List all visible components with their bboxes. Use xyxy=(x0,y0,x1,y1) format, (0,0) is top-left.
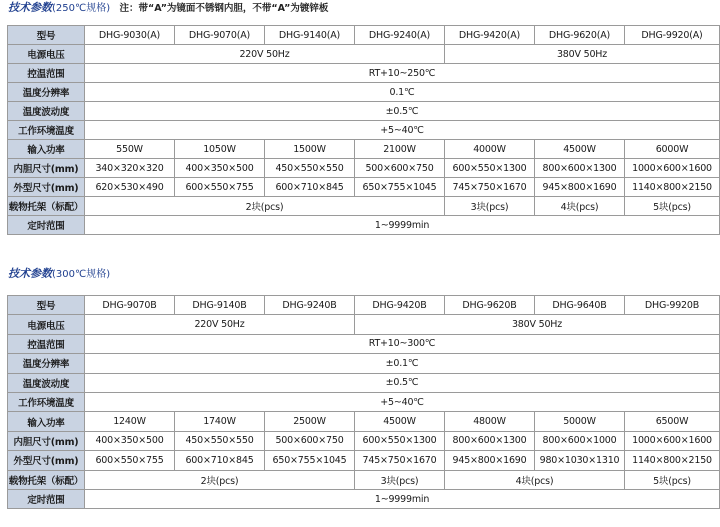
value-cell: +5~40℃ xyxy=(85,121,720,140)
value-cell: 340×320×320 xyxy=(85,159,175,178)
value-cell: 1000×600×1600 xyxy=(625,159,720,178)
value-cell: 1000×600×1600 xyxy=(625,431,720,450)
value-cell: 380V 50Hz xyxy=(355,315,720,334)
value-cell: 600×710×845 xyxy=(265,178,355,197)
value-cell: 2500W xyxy=(265,412,355,431)
section-title-text: 技术参数 xyxy=(8,267,52,280)
value-cell: 4000W xyxy=(445,140,535,159)
value-cell: ±0.1℃ xyxy=(85,354,720,373)
value-cell: 400×350×500 xyxy=(85,431,175,450)
value-cell: RT+10~300℃ xyxy=(85,334,720,353)
model-header-cell: DHG-9240(A) xyxy=(355,26,445,45)
value-cell: 450×550×550 xyxy=(265,159,355,178)
row-label-cell: 内胆尺寸(mm) xyxy=(8,159,85,178)
section-title-subtitle: (300℃规格) xyxy=(52,269,111,280)
model-header-cell: DHG-9240B xyxy=(265,296,355,315)
value-cell: 800×600×1300 xyxy=(445,431,535,450)
value-cell: 220V 50Hz xyxy=(85,45,445,64)
spec-row xyxy=(8,159,720,178)
value-cell: 500×600×750 xyxy=(355,159,445,178)
row-label-cell: 温度分辨率 xyxy=(8,354,85,373)
value-cell: 2100W xyxy=(355,140,445,159)
value-cell: 1~9999min xyxy=(85,216,720,235)
value-cell: 1050W xyxy=(175,140,265,159)
value-cell: 4500W xyxy=(355,412,445,431)
material-note: 注：带“A”为镜面不锈钢内胆，不带“A”为镀锌板 xyxy=(119,3,329,14)
value-cell: 650×755×1045 xyxy=(355,178,445,197)
row-label-cell: 外型尺寸(mm) xyxy=(8,178,85,197)
value-cell: 1140×800×2150 xyxy=(625,451,720,470)
value-cell: 2块(pcs) xyxy=(85,470,355,489)
value-cell: 550W xyxy=(85,140,175,159)
model-header-cell: DHG-9620(A) xyxy=(535,26,625,45)
value-cell: 980×1030×1310 xyxy=(535,451,625,470)
model-header-cell: DHG-9070B xyxy=(85,296,175,315)
spec-row xyxy=(8,451,720,470)
value-cell: 380V 50Hz xyxy=(445,45,720,64)
value-cell: 800×600×1000 xyxy=(535,431,625,450)
model-header-cell: DHG-9030(A) xyxy=(85,26,175,45)
value-cell: 745×750×1670 xyxy=(355,451,445,470)
value-cell: 5000W xyxy=(535,412,625,431)
value-cell: 745×750×1670 xyxy=(445,178,535,197)
value-cell: 2块(pcs) xyxy=(85,197,445,216)
spec-row xyxy=(8,489,720,508)
spec-row xyxy=(8,354,720,373)
row-label-cell: 工作环境温度 xyxy=(8,392,85,411)
value-cell: 1~9999min xyxy=(85,489,720,508)
value-cell: 800×600×1300 xyxy=(535,159,625,178)
spec-row xyxy=(8,102,720,121)
model-header-cell: DHG-9140B xyxy=(175,296,265,315)
value-cell: 945×800×1690 xyxy=(445,451,535,470)
row-label-cell: 温度波动度 xyxy=(8,373,85,392)
section-title-250 xyxy=(0,0,328,16)
value-cell: 450×550×550 xyxy=(175,431,265,450)
header-label-cell: 型号 xyxy=(8,26,85,45)
value-cell: 500×600×750 xyxy=(265,431,355,450)
value-cell: 3块(pcs) xyxy=(445,197,535,216)
value-cell: 1140×800×2150 xyxy=(625,178,720,197)
value-cell: 650×755×1045 xyxy=(265,451,355,470)
value-cell: ±0.5℃ xyxy=(85,373,720,392)
row-label-cell: 定时范围 xyxy=(8,216,85,235)
model-header-cell: DHG-9420B xyxy=(355,296,445,315)
value-cell: +5~40℃ xyxy=(85,392,720,411)
value-cell: 620×530×490 xyxy=(85,178,175,197)
spec-row xyxy=(8,121,720,140)
value-cell: 1740W xyxy=(175,412,265,431)
value-cell: 1240W xyxy=(85,412,175,431)
spec-row xyxy=(8,470,720,489)
row-label-cell: 载物托架（标配） xyxy=(8,197,85,216)
model-header-cell: DHG-9920B xyxy=(625,296,720,315)
model-header-cell: DHG-9920(A) xyxy=(625,26,720,45)
row-label-cell: 温度分辨率 xyxy=(8,83,85,102)
value-cell: 600×550×755 xyxy=(175,178,265,197)
value-cell: 6500W xyxy=(625,412,720,431)
section-title-subtitle: (250℃规格) xyxy=(52,3,111,14)
value-cell: ±0.5℃ xyxy=(85,102,720,121)
spec-row xyxy=(8,431,720,450)
header-label-cell: 型号 xyxy=(8,296,85,315)
spec-row xyxy=(8,83,720,102)
row-label-cell: 内胆尺寸(mm) xyxy=(8,431,85,450)
model-header-cell: DHG-9070(A) xyxy=(175,26,265,45)
spec-row xyxy=(8,178,720,197)
row-label-cell: 定时范围 xyxy=(8,489,85,508)
spec-row xyxy=(8,412,720,431)
row-label-cell: 电源电压 xyxy=(8,315,85,334)
value-cell: 600×550×1300 xyxy=(445,159,535,178)
value-cell: 600×550×1300 xyxy=(355,431,445,450)
row-label-cell: 控温范围 xyxy=(8,334,85,353)
spec-table-300 xyxy=(7,295,720,509)
value-cell: 400×350×500 xyxy=(175,159,265,178)
spec-row xyxy=(8,64,720,83)
spec-row xyxy=(8,45,720,64)
value-cell: 6000W xyxy=(625,140,720,159)
spec-row xyxy=(8,392,720,411)
value-cell: 600×550×755 xyxy=(85,451,175,470)
value-cell: 4块(pcs) xyxy=(535,197,625,216)
row-label-cell: 控温范围 xyxy=(8,64,85,83)
row-label-cell: 输入功率 xyxy=(8,140,85,159)
row-label-cell: 电源电压 xyxy=(8,45,85,64)
row-label-cell: 工作环境温度 xyxy=(8,121,85,140)
header-row xyxy=(8,26,720,45)
value-cell: RT+10~250℃ xyxy=(85,64,720,83)
value-cell: 1500W xyxy=(265,140,355,159)
spec-row xyxy=(8,140,720,159)
value-cell: 5块(pcs) xyxy=(625,470,720,489)
row-label-cell: 载物托架（标配） xyxy=(8,470,85,489)
value-cell: 5块(pcs) xyxy=(625,197,720,216)
value-cell: 945×800×1690 xyxy=(535,178,625,197)
section-title-300 xyxy=(0,266,110,282)
value-cell: 3块(pcs) xyxy=(355,470,445,489)
row-label-cell: 温度波动度 xyxy=(8,102,85,121)
row-label-cell: 外型尺寸(mm) xyxy=(8,451,85,470)
value-cell: 600×710×845 xyxy=(175,451,265,470)
value-cell: 0.1℃ xyxy=(85,83,720,102)
model-header-cell: DHG-9640B xyxy=(535,296,625,315)
model-header-cell: DHG-9620B xyxy=(445,296,535,315)
spec-row xyxy=(8,334,720,353)
model-header-cell: DHG-9420(A) xyxy=(445,26,535,45)
value-cell: 4800W xyxy=(445,412,535,431)
spec-table-250 xyxy=(7,25,720,235)
spec-row xyxy=(8,197,720,216)
spec-row xyxy=(8,373,720,392)
spec-row xyxy=(8,315,720,334)
section-title-text: 技术参数 xyxy=(8,1,52,14)
value-cell: 4500W xyxy=(535,140,625,159)
value-cell: 4块(pcs) xyxy=(445,470,625,489)
value-cell: 220V 50Hz xyxy=(85,315,355,334)
header-row xyxy=(8,296,720,315)
model-header-cell: DHG-9140(A) xyxy=(265,26,355,45)
row-label-cell: 输入功率 xyxy=(8,412,85,431)
spec-row xyxy=(8,216,720,235)
